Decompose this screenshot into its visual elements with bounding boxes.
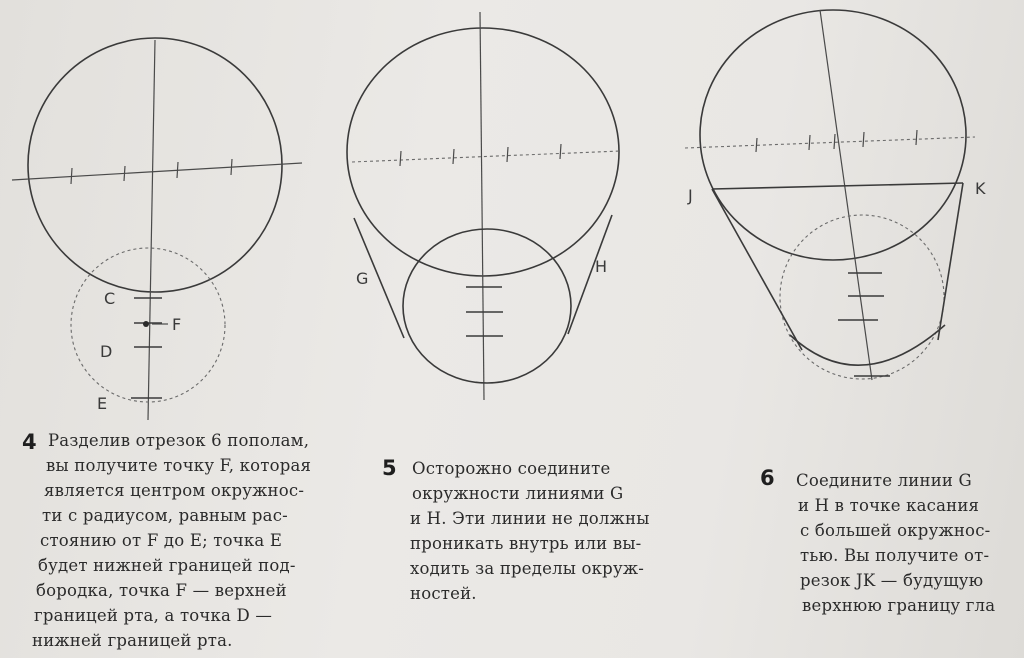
step-5-line: окружности линиями G [412, 484, 624, 503]
step-6-line: тью. Вы получите от- [800, 546, 990, 565]
step-6-line: Соедините линии G [796, 471, 972, 490]
segment-marks-5 [466, 287, 503, 336]
step-4-line: нижней границей рта. [32, 631, 233, 650]
step-4-line: Разделив отрезок 6 пополам, [48, 431, 310, 450]
large-circle-4 [28, 38, 282, 292]
step-6-line: с большей окружнос- [800, 521, 991, 540]
step-4-line: стоянию от F до E; точка E [40, 531, 283, 550]
step-4-line: будет нижней границей под- [38, 556, 296, 575]
step-5-text [382, 456, 712, 606]
step-5-line: и H. Эти линии не должны [410, 509, 650, 528]
label-c: C [104, 289, 116, 308]
label-j: J [688, 186, 693, 205]
vertical-axis-4 [148, 40, 155, 420]
step-5-line: Осторожно соедините [412, 459, 611, 478]
step-6-line: резок JK — будущую [800, 571, 984, 590]
step-5-line: ходить за пределы окруж- [410, 559, 645, 578]
axis-ticks-5 [400, 144, 561, 166]
step-5-number: 5 [382, 456, 397, 480]
point-f-dot [143, 321, 149, 327]
step-4-line: границей рта, а точка D — [34, 606, 273, 625]
label-h: H [595, 257, 608, 276]
step-6-line: и H в точке касания [798, 496, 980, 515]
small-circle-5 [403, 229, 571, 383]
segment-jk [712, 183, 963, 189]
line-g-6 [712, 189, 802, 350]
step-5-line: ностей. [410, 584, 477, 603]
horizontal-axis-5 [352, 151, 620, 162]
axis-ticks-6 [756, 130, 917, 152]
step-5-line: проникать внутрь или вы- [410, 534, 642, 553]
step-6-text [760, 466, 1022, 618]
small-circle-6 [780, 215, 944, 379]
label-g: G [356, 269, 369, 288]
horizontal-axis-6 [685, 137, 975, 148]
step-4-number: 4 [22, 430, 37, 454]
step-4-line: бородка, точка F — верхней [36, 581, 287, 600]
label-d: D [100, 342, 113, 361]
large-circle-6 [700, 10, 966, 260]
diagram-step-5 [347, 12, 620, 400]
step-4-line: является центром окружнос- [44, 481, 305, 500]
step-6-line: верхнюю границу гла [802, 596, 996, 615]
vertical-axis-5 [480, 12, 484, 400]
label-f: F [172, 315, 182, 334]
large-circle-5 [347, 28, 619, 276]
step-4-line: ти с радиусом, равным рас- [42, 506, 288, 525]
horizontal-axis-4 [12, 163, 302, 180]
diagram-step-6 [685, 10, 986, 380]
step-6-number: 6 [760, 466, 775, 490]
step-4-line: вы получите точку F, которая [46, 456, 312, 475]
segment-marks-4 [131, 298, 162, 398]
vertical-axis-6 [820, 10, 872, 380]
label-e: E [97, 394, 108, 413]
diagram-step-4 [12, 38, 302, 420]
label-k: K [975, 179, 986, 198]
step-4-text [22, 428, 356, 653]
